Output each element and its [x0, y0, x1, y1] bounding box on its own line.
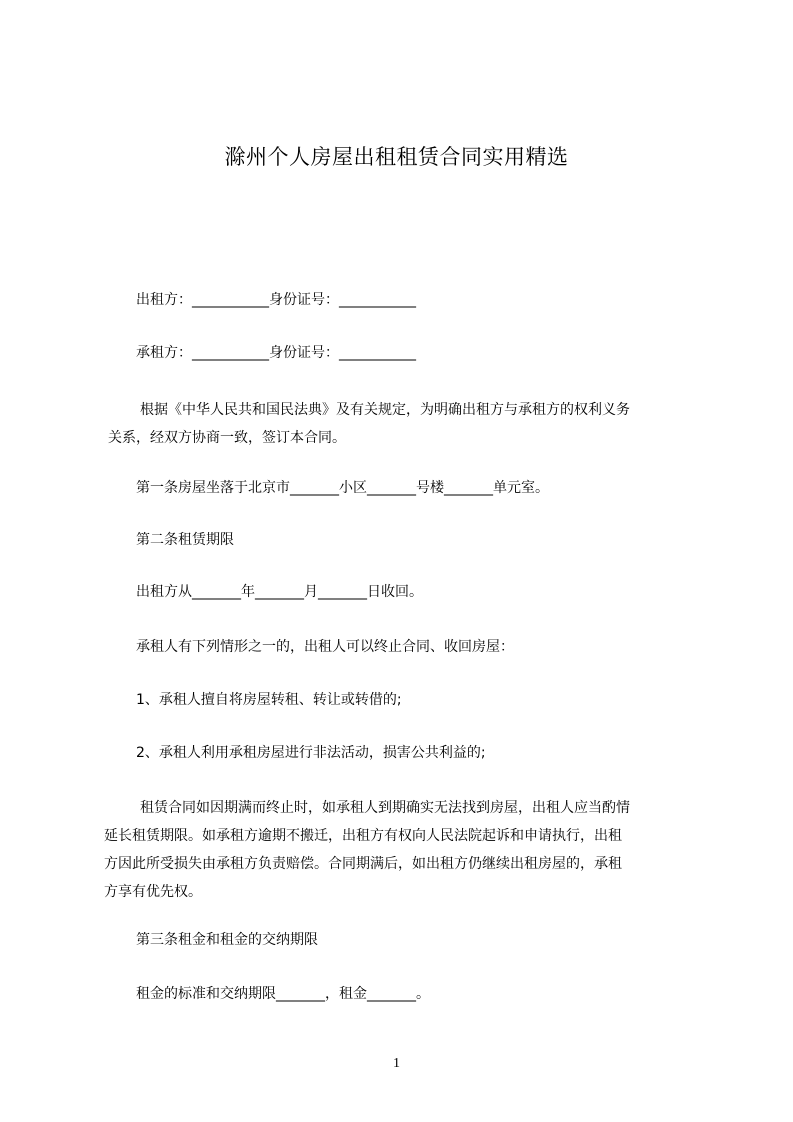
termination-item-2: 2、承租人利用承租房屋进行非法活动，损害公共利益的;: [136, 745, 486, 761]
lessor-line: 出租方：___________身份证号：___________: [136, 292, 416, 308]
article-2-heading: 第二条租赁期限: [136, 532, 234, 548]
preamble-paragraph: [108, 396, 716, 452]
extension-line-4: 方享有优先权。: [104, 884, 202, 900]
document-title: 滁州个人房屋出租租赁合同实用精选: [224, 145, 569, 169]
lessee-line: 承租方：___________身份证号：___________: [136, 345, 416, 361]
termination-item-1: 1、承租人擅自将房屋转租、转让或转借的;: [136, 692, 402, 708]
recover-date-line: 出租方从_______年_______月_______日收回。: [136, 584, 423, 600]
article-3-heading: 第三条租金和租金的交纳期限: [136, 932, 318, 948]
extension-paragraph: [104, 794, 716, 906]
extension-line-3: 方因此所受损失由承租方负责赔偿。合同期满后，如出租方仍继续出租房屋的，承租: [104, 856, 622, 872]
preamble-line-2: 关系，经双方协商一致，签订本合同。: [108, 430, 346, 446]
article-1: 第一条房屋坐落于北京市_______小区_______号楼_______单元室。: [136, 480, 549, 496]
page-number: 1: [393, 1056, 400, 1071]
preamble-line-1: 根据《中华人民共和国民法典》及有关规定，为明确出租方与承租方的权利义务: [140, 402, 630, 418]
termination-intro: 承租人有下列情形之一的，出租人可以终止合同、收回房屋：: [136, 639, 514, 655]
extension-line-1: 租赁合同如因期满而终止时，如承租人到期确实无法找到房屋，出租人应当酌情: [140, 800, 630, 816]
extension-line-2: 延长租赁期限。如承租方逾期不搬迁，出租方有权向人民法院起诉和申请执行，出租: [104, 828, 622, 844]
rent-line: 租金的标准和交纳期限_______，租金_______。: [136, 986, 430, 1002]
